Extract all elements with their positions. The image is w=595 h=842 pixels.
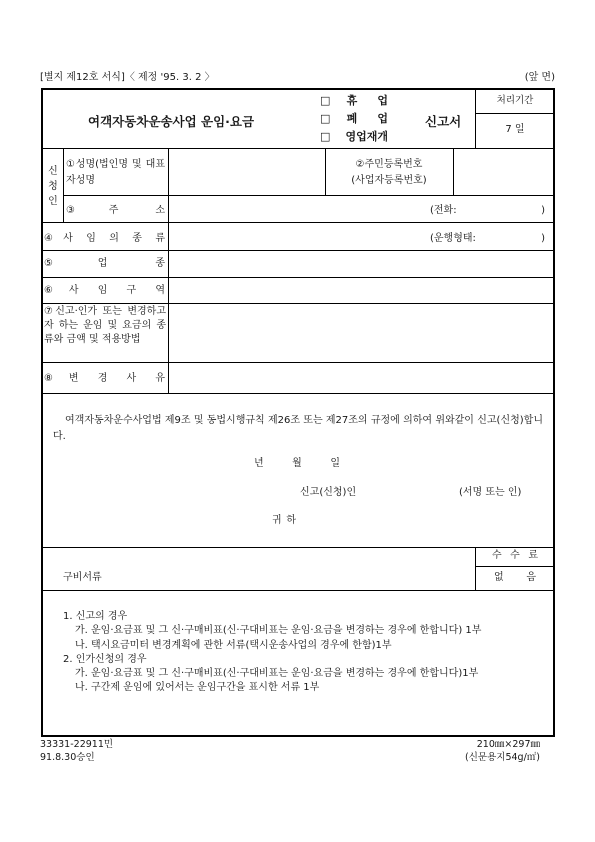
table-line <box>475 547 476 590</box>
business-type-label: ④사 임 의 종 류 <box>44 233 165 244</box>
declaration-statement: 여객자동차운수사업법 제9조 및 동법시행규칙 제26조 또는 제27조의 규정에 의하여 위와같이 신고(신청)합니다. <box>53 415 543 442</box>
table-line <box>41 303 555 304</box>
table-line <box>475 566 555 567</box>
table-line <box>475 113 555 114</box>
req-item: 가. 운임·요금표 및 그 신·구매비표(신·구대비표는 운임·요금을 변경하는 경우에 한합니다)1부 <box>75 668 479 680</box>
operation-mode-label: (운행형태: ) <box>430 233 545 244</box>
fee-value: 없 음 <box>494 572 536 583</box>
addressee-label: 귀 하 <box>272 515 296 526</box>
table-line <box>41 222 555 223</box>
req-item: 나. 구간제 운임에 있어서는 운임구간을 표시한 서류 1부 <box>75 682 320 694</box>
paper-size: 210㎜×297㎜ <box>476 739 540 750</box>
table-line <box>41 250 555 251</box>
option-resume-checkbox: □영업재개 <box>320 130 388 143</box>
phone-label: (전화: ) <box>430 205 545 216</box>
table-line <box>41 590 555 591</box>
req-item: 가. 운임·요금표 및 그 신·구매비표(신·구대비표는 운임·요금을 변경하는 경우에 한합니다) 1부 <box>75 625 482 637</box>
form-title-suffix: 신고서 <box>425 114 462 129</box>
req-item: 나. 택시요금미터 변경계획에 관한 서류(택시운송사업의 경우에 한함)1부 <box>75 639 392 651</box>
req-section <box>63 653 543 696</box>
required-documents-list <box>63 610 543 696</box>
fee-label: 수 수 료 <box>492 550 538 561</box>
industry-label: ⑤업 종 <box>44 258 165 269</box>
table-line <box>168 148 169 393</box>
table-line <box>41 277 555 278</box>
applicant-section-label: 신 청 인 <box>48 166 58 207</box>
page-side-label: (앞 면) <box>524 72 555 83</box>
approval-date: 91.8.30승인 <box>40 752 95 763</box>
fare-details-label: ⑦신고·인가 또는 변경하고자 하는 운임 및 요금의 종류와 금액 및 적용방법 <box>44 306 166 345</box>
table-line <box>63 148 64 222</box>
title-options <box>320 92 388 146</box>
date-line: 년 월 일 <box>254 458 340 469</box>
table-line <box>63 195 555 196</box>
req-section-heading: 2. 인가신청의 경우 <box>63 653 147 665</box>
business-number-label: (사업자등록번호) <box>351 175 427 186</box>
table-line <box>41 547 555 548</box>
table-line <box>41 148 555 149</box>
form-title: 여객자동차운송사업 운임·요금 <box>88 114 255 129</box>
applicant-name-label: ①성명(법인명 및 대표자성명 <box>66 159 165 186</box>
form-number: [별지 제12호 서식]〈 제정 '95. 3. 2 〉 <box>40 72 215 83</box>
option-closure-checkbox: □폐 업 <box>320 112 388 125</box>
table-line <box>41 393 555 394</box>
address-label: ③주 소 <box>66 205 165 216</box>
req-section-heading: 1. 신고의 경우 <box>63 611 128 622</box>
signature-or-seal-label: (서명 또는 인) <box>459 487 522 498</box>
table-line <box>325 148 326 195</box>
req-section <box>63 610 543 653</box>
table-line <box>453 148 454 195</box>
change-reason-label: ⑧변 경 사 유 <box>44 373 165 384</box>
table-line <box>41 362 555 363</box>
processing-period-value: 7 일 <box>505 124 525 135</box>
processing-period-label: 처리기간 <box>496 95 534 106</box>
applicant-signature-label: 신고(신청)인 <box>300 487 357 498</box>
business-area-label: ⑥사 임 구 역 <box>44 285 165 296</box>
form-code: 33331-22911민 <box>40 739 114 750</box>
resident-number-label: ②주민등록번호 <box>355 159 423 170</box>
paper-type: (신문용지54g/㎡) <box>465 752 540 763</box>
option-suspend-checkbox: □휴 업 <box>320 94 388 107</box>
required-documents-label: 구비서류 <box>63 572 102 583</box>
